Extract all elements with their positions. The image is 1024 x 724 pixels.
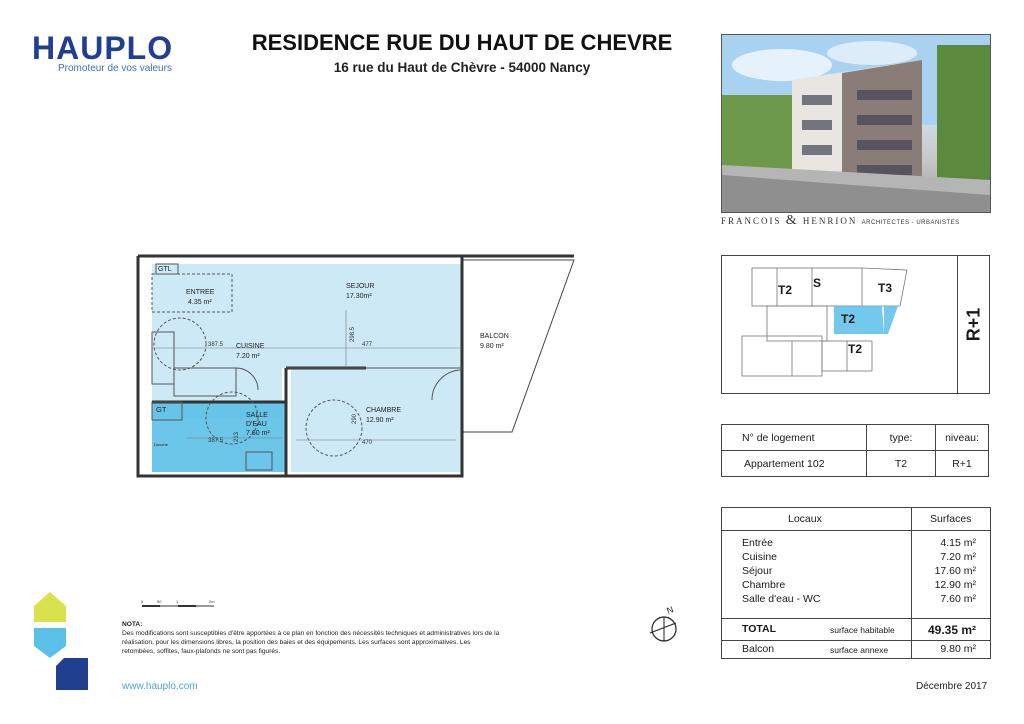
room-name-cuisine: CUISINE <box>236 343 265 350</box>
page-address: 16 rue du Haut de Chèvre - 54000 Nancy <box>333 60 591 75</box>
room-area-balcon: 9.80 m² <box>480 343 504 350</box>
scale-tick-label: 50 <box>157 599 162 604</box>
key-plan-unit: S <box>813 276 822 290</box>
balcony-row <box>742 643 976 657</box>
room-surface: 7.20 m² <box>940 551 976 563</box>
brand-shapes-icon <box>30 592 92 692</box>
nota-block <box>122 620 502 656</box>
room-label: Cuisine <box>742 551 778 563</box>
compass-label: N <box>665 605 675 616</box>
room-area-entree: 4.35 m² <box>188 299 212 306</box>
key-plan-unit-highlighted: T2 <box>841 312 856 326</box>
room-surface: 17.60 m² <box>934 565 976 577</box>
plan-label-gt: GT <box>156 405 167 414</box>
total-label: TOTAL <box>742 623 777 635</box>
page-title: RESIDENCE RUE DU HAUT DE CHEVRE <box>251 30 673 55</box>
dimension-label: 470 <box>362 440 373 446</box>
architect-name-right: HENRION <box>802 216 858 226</box>
room-name-entree: ENTREE <box>186 289 215 296</box>
plan-label-douche: Douche <box>154 442 168 447</box>
nota-text: Des modifications sont susceptibles d'être apportées à ce plan en fonction des nécessités techniques et administratives lors de la réalisation, pour les dimensions libres, la position des baies et des équipements. Les surfaces sont approximatives. Les retombées, soffites, faux-plafonds ne sont pas figurés. <box>122 630 500 655</box>
architect-name-left: FRANCOIS <box>721 216 782 226</box>
architect-credit <box>721 213 989 229</box>
table-row <box>742 565 976 579</box>
level-indicator <box>957 256 989 393</box>
total-row <box>742 623 976 637</box>
key-plan-drawing <box>722 256 956 393</box>
brand-name: HAUPLO <box>32 30 174 66</box>
room-area-salle: 7.60 m² <box>246 430 270 437</box>
compass-icon <box>646 605 686 645</box>
brand-tagline: Promoteur de vos valeurs <box>58 63 172 74</box>
surfaces-header-surfaces: Surfaces <box>930 513 972 525</box>
unit-number: Appartement 102 <box>722 451 867 477</box>
table-header-cell: N° de logement <box>722 425 867 451</box>
balcony-label: Balcon <box>742 643 775 655</box>
room-label: Salle d'eau - WC <box>742 593 821 605</box>
dimension-label: 290 <box>352 413 358 424</box>
surfaces-table <box>721 507 991 659</box>
architect-ampersand: & <box>785 213 799 228</box>
dimension-label: 213 <box>234 431 240 442</box>
room-area-sejour: 17.30m² <box>346 293 372 300</box>
document-date: Décembre 2017 <box>916 681 988 692</box>
total-value: 49.35 m² <box>927 623 976 637</box>
room-area-chambre: 12.90 m² <box>366 417 394 424</box>
scale-tick-label: 1 <box>176 599 179 604</box>
key-plan-unit: T2 <box>848 342 863 356</box>
scale-bar <box>140 597 216 609</box>
key-plan-unit: T3 <box>878 281 893 295</box>
room-name-balcon: BALCON <box>480 333 509 340</box>
table-row <box>742 579 976 593</box>
room-name-salle-2: D'EAU <box>246 421 267 428</box>
unit-info-table <box>721 424 989 477</box>
scale-tick-label: 2m <box>209 599 215 604</box>
table-row <box>742 537 976 551</box>
total-note: surface habitable <box>830 625 895 635</box>
room-surface: 4.15 m² <box>940 537 976 549</box>
table-row <box>722 425 989 451</box>
room-name-salle-1: SALLE <box>246 412 268 419</box>
table-header-cell: niveau: <box>936 425 989 451</box>
room-label: Séjour <box>742 565 773 577</box>
website-link[interactable]: www.hauplo.com <box>122 681 198 692</box>
room-surface: 7.60 m² <box>940 593 976 605</box>
unit-type: T2 <box>867 451 936 477</box>
dimension-label: 298.5 <box>350 326 356 342</box>
room-name-chambre: CHAMBRE <box>366 407 402 414</box>
architect-role: ARCHITECTES - URBANISTES <box>861 220 960 226</box>
dimension-label: 477 <box>362 342 373 348</box>
room-label: Entrée <box>742 537 773 549</box>
room-area-cuisine: 7.20 m² <box>236 353 260 360</box>
building-rendering-image <box>721 34 991 213</box>
key-plan <box>721 255 990 394</box>
unit-level: R+1 <box>936 451 989 477</box>
dimension-label: 387.5 <box>208 438 224 444</box>
room-name-sejour: SEJOUR <box>346 283 375 290</box>
surfaces-header-locaux: Locaux <box>788 513 822 525</box>
room-label: Chambre <box>742 579 786 591</box>
level-label: R+1 <box>963 307 983 342</box>
scale-tick-label: 0 <box>141 599 144 604</box>
table-row <box>742 593 976 607</box>
key-plan-unit: T2 <box>778 283 793 297</box>
room-surface: 12.90 m² <box>934 579 976 591</box>
nota-title: NOTA: <box>122 621 143 628</box>
table-header-cell: type: <box>867 425 936 451</box>
balcony-value: 9.80 m² <box>940 643 976 655</box>
surfaces-header <box>722 508 990 531</box>
floor-plan <box>136 252 578 484</box>
balcony-note: surface annexe <box>830 645 889 655</box>
table-row <box>742 551 976 565</box>
plan-label-gtl: GTL <box>158 266 172 273</box>
dimension-label: 387.5 <box>208 342 224 348</box>
table-row <box>722 451 989 477</box>
